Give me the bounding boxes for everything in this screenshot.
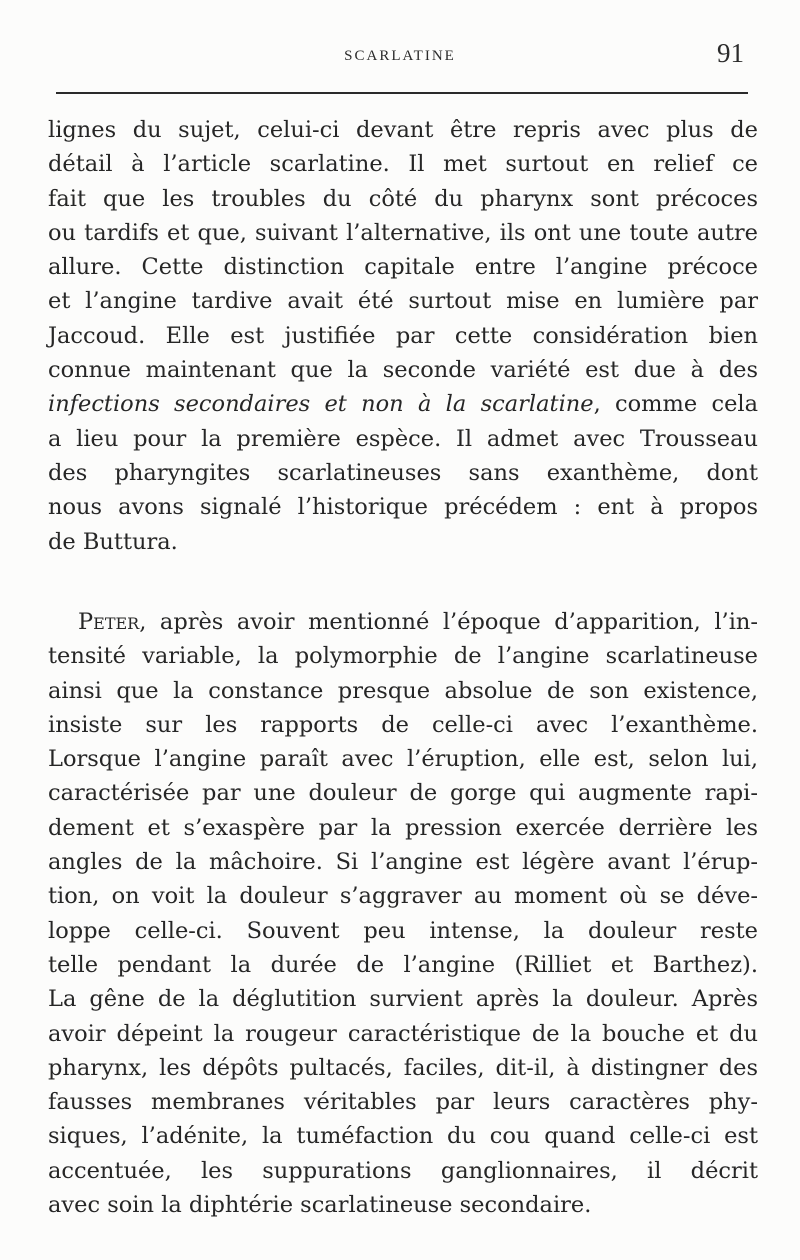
text-line: fait que les troubles du côté du pharynx sont précoces — [48, 185, 758, 212]
text-line: tensité variable, la polymorphie de l’angine scarlatineuse — [48, 643, 758, 670]
author-name: Peter — [78, 609, 140, 635]
text-line: lignes du sujet, celui-ci devant être repris avec plus de — [48, 117, 758, 143]
italic-phrase: infections secondaires et non à la scarlatine — [48, 391, 594, 418]
text-line: ainsi que la constance presque absolue de son existence, — [48, 677, 758, 704]
text-line: angles de la mâchoire. Si l’angine est légère avant l’érup- — [48, 849, 758, 876]
text-line: loppe celle-ci. Souvent peu intense, la douleur reste — [48, 917, 758, 944]
text-line: connue maintenant que la seconde variété est due à des — [48, 357, 758, 384]
text-line: a lieu pour la première espèce. Il admet avec Trousseau — [48, 425, 758, 452]
text-line: Lorsque l’angine paraît avec l’éruption, elle est, selon lui, — [48, 746, 758, 773]
text-line: ou tardifs et que, suivant l’alternative, ils ont une toute autre — [48, 219, 758, 246]
text-line-with-italic — [48, 387, 758, 421]
text-line: détail à l’article scarlatine. Il met surtout en relief ce — [48, 151, 758, 178]
text-line: et l’angine tardive avait été surtout mise en lumière par — [48, 288, 758, 315]
text-fragment: , comme cela — [593, 391, 758, 418]
running-head — [50, 38, 750, 74]
paragraph-2 — [48, 605, 758, 1222]
text-line: tion, on voit la douleur s’aggraver au moment où se déve- — [48, 883, 758, 910]
text-line: dement et s’exaspère par la pression exercée derrière les — [48, 814, 758, 841]
header-rule — [56, 92, 748, 94]
running-title: SCARLATINE — [344, 48, 456, 64]
text-line: fausses membranes véritables par leurs caractères phy- — [48, 1089, 758, 1116]
text-line: des pharyngites scarlatineuses sans exanthème, dont — [48, 459, 758, 486]
text-line: accentuée, les suppurations ganglionnaires, il décrit — [48, 1157, 758, 1184]
text-line: insiste sur les rapports de celle-ci avec l’exanthème. — [48, 711, 758, 738]
text-line: de Buttura. — [48, 528, 178, 555]
text-line: caractérisée par une douleur de gorge qui augmente rapi- — [48, 780, 758, 807]
text-line: avoir dépeint la rougeur caractéristique de la bouche et du — [48, 1020, 758, 1047]
text-line-with-author — [48, 605, 758, 639]
paragraph-1 — [48, 113, 758, 559]
text-line: Jaccoud. Elle est justifiée par cette considération bien — [48, 322, 758, 349]
page-number: 91 — [717, 38, 744, 68]
text-line: pharynx, les dépôts pultacés, faciles, dit-il, à distingner des — [48, 1054, 758, 1081]
text-line: La gêne de la déglutition survient après la douleur. Après — [48, 986, 758, 1013]
text-fragment: , après avoir mentionné l’époque d’apparition, l’in- — [139, 609, 758, 635]
text-line: telle pendant la durée de l’angine (Rilliet et Barthez). — [48, 951, 758, 978]
text-line: siques, l’adénite, la tuméfaction du cou quand celle-ci est — [48, 1123, 758, 1150]
text-line: nous avons signalé l’historique précédem : ent à propos — [48, 494, 758, 521]
text-line: allure. Cette distinction capitale entre l’angine précoce — [48, 254, 758, 281]
text-line: avec soin la diphtérie scarlatineuse secondaire. — [48, 1192, 592, 1219]
